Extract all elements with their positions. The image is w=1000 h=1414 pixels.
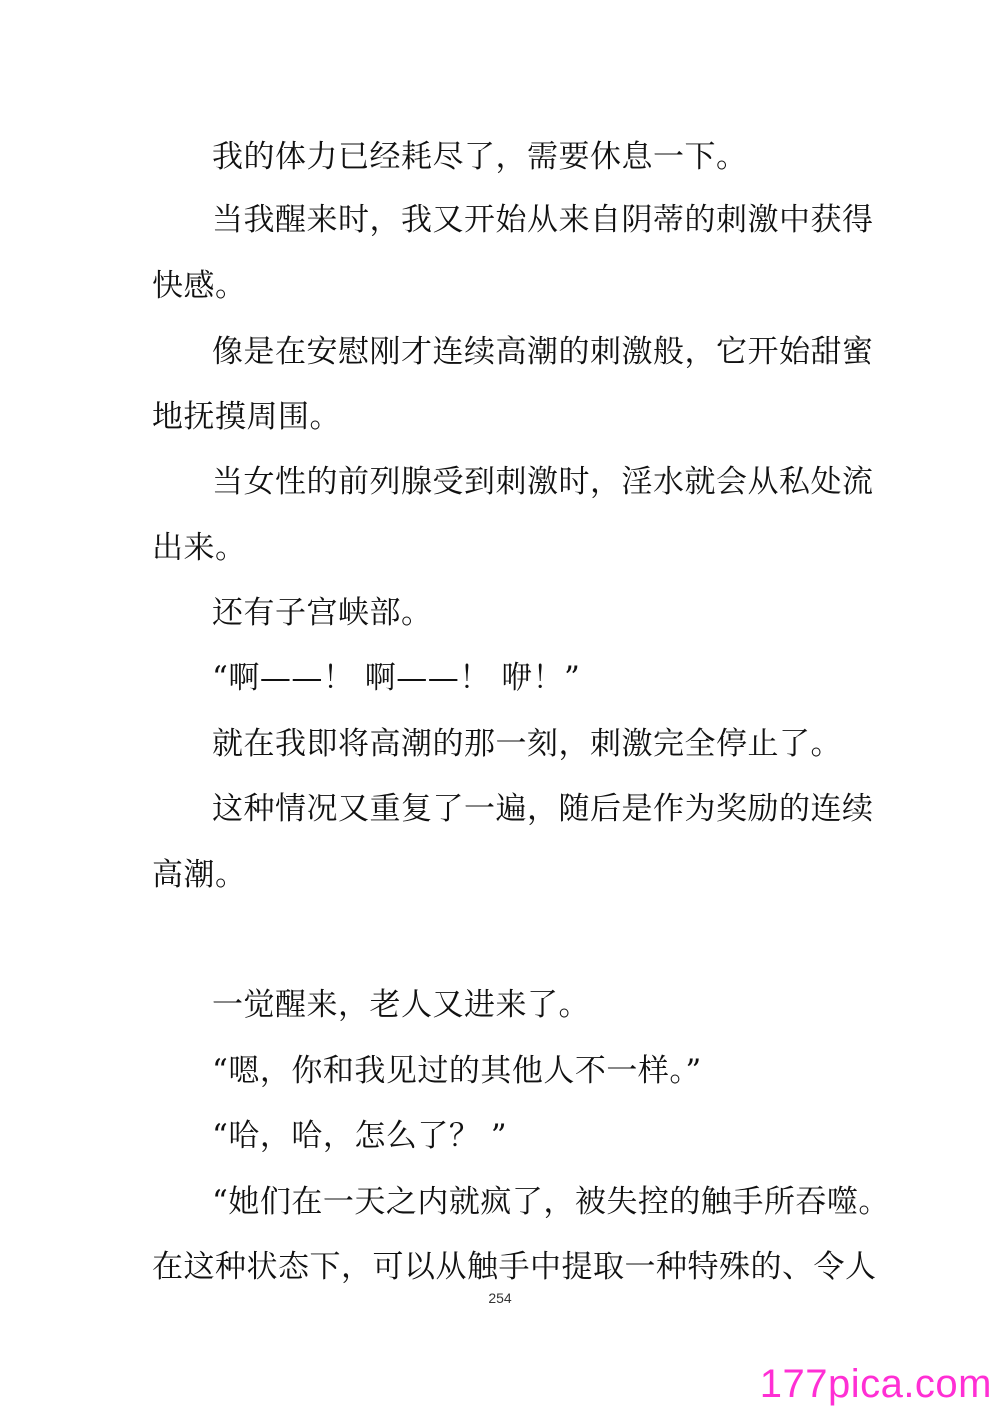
text-line: 像是在安慰刚才连续高潮的刺激般，它开始甜蜜 <box>212 334 874 370</box>
text-line: 我的体力已经耗尽了，需要休息一下。 <box>212 139 748 175</box>
text-line: 地抚摸周围。 <box>152 399 341 435</box>
text-line: 当女性的前列腺受到刺激时，淫水就会从私处流 <box>212 464 874 500</box>
page-number: 254 <box>488 1290 512 1306</box>
text-line: 这种情况又重复了一遍，随后是作为奖励的连续 <box>212 791 874 827</box>
watermark-text: 177pica.com <box>759 1362 992 1406</box>
text-line: “啊——！ 啊——！ 咿！” <box>212 660 581 696</box>
text-line: 高潮。 <box>152 857 247 893</box>
text-line: 快感。 <box>152 268 247 304</box>
text-line: “她们在一天之内就疯了，被失控的触手所吞噬。 <box>212 1184 890 1220</box>
text-line: 当我醒来时，我又开始从来自阴蒂的刺激中获得 <box>212 202 874 238</box>
text-line: 一觉醒来，老人又进来了。 <box>212 987 590 1023</box>
text-line: “哈，哈，怎么了？ ” <box>212 1118 508 1154</box>
text-line: 还有子宫峡部。 <box>212 595 433 631</box>
text-line: 就在我即将高潮的那一刻，刺激完全停止了。 <box>212 726 842 762</box>
text-line: “嗯，你和我见过的其他人不一样。” <box>212 1053 702 1089</box>
text-line: 出来。 <box>152 530 247 566</box>
text-line: 在这种状态下，可以从触手中提取一种特殊的、令人 <box>152 1249 877 1285</box>
